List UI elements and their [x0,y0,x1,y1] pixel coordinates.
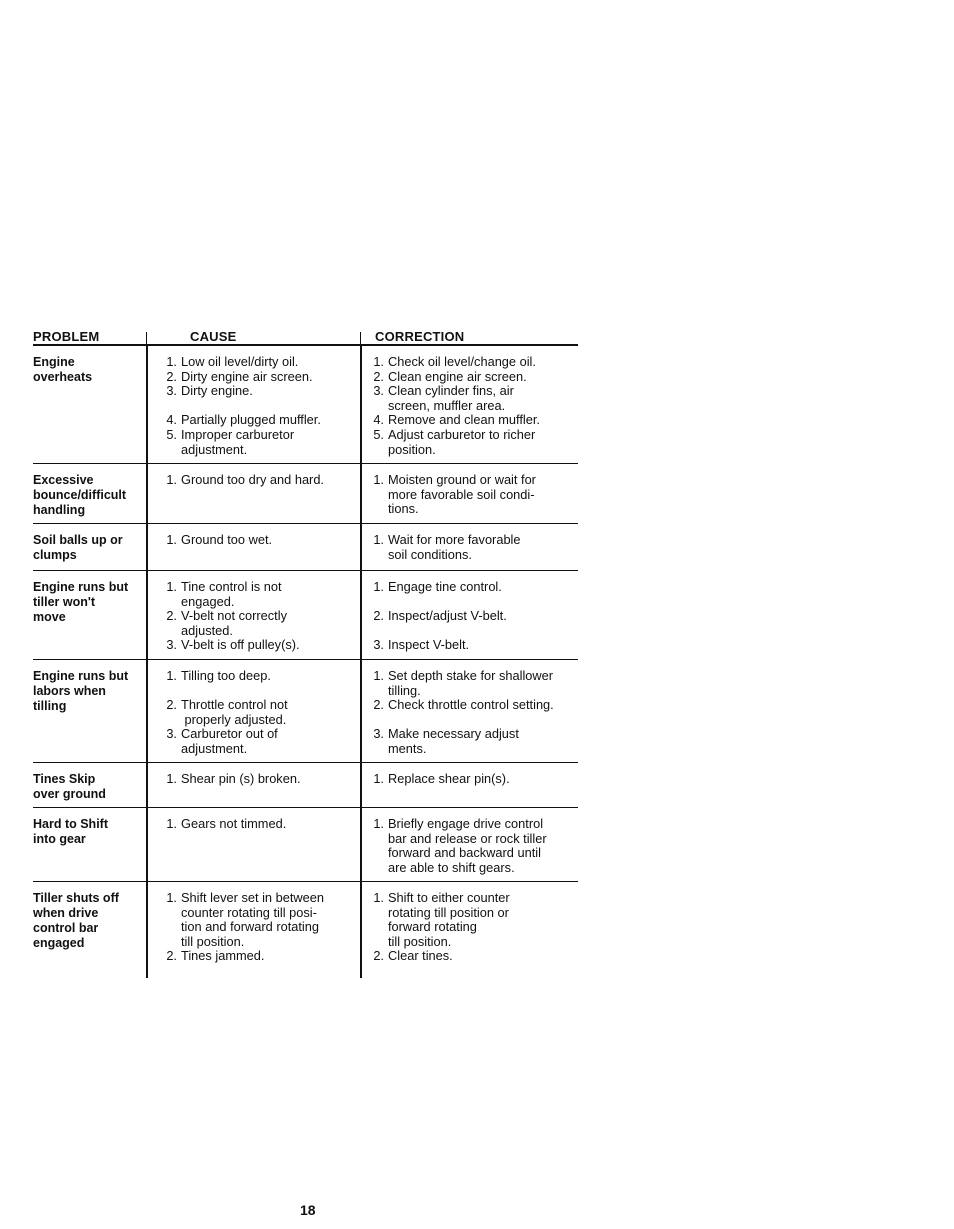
cause-text: Partially plugged muffler. [181,412,321,428]
problem-line: labors when [33,684,106,698]
cause-text: Dirty engine air screen. [181,368,313,384]
correction-text: ments. [388,740,427,756]
column-divider [360,660,362,762]
correction-item [366,428,578,457]
item-number: 2. [166,608,177,624]
correction-item [366,355,578,370]
correction-text: Inspect V-belt. [388,637,470,653]
correction-item [366,949,578,964]
cause-item [159,428,359,457]
problem-line: handling [33,503,86,517]
table-row [33,763,578,808]
cause-cell [159,524,359,548]
cause-cell [159,571,359,653]
item-number: 1. [373,890,384,905]
column-divider [146,464,148,523]
problem-cell [33,808,141,847]
correction-cell [366,882,578,964]
problem-line: Tiller shuts off [33,891,119,905]
item-number: 1. [373,771,384,786]
cause-text: Low oil level/dirty oil. [181,354,299,369]
cause-text: Tines jammed. [181,948,265,964]
correction-text: Clean engine air screen. [388,368,527,384]
cause-item [159,355,359,370]
correction-item [366,698,578,727]
correction-item [366,384,578,413]
item-number: 3. [373,726,384,742]
cause-text: till position. [181,933,245,949]
correction-text: Check throttle control setting. [388,697,554,713]
cause-text: tion and forward rotating [181,919,320,935]
item-number: 2. [373,608,384,624]
correction-cell [366,524,578,562]
correction-item [366,370,578,385]
header-problem: PROBLEM [33,329,100,344]
correction-text: tions. [388,501,419,517]
correction-item [366,817,578,875]
item-number: 1. [373,472,384,487]
problem-line: overheats [33,370,93,384]
problem-cell [33,571,141,625]
item-number: 1. [373,816,384,831]
cause-cell [159,464,359,488]
correction-text: more favorable soil condi- [388,486,535,502]
table-row [33,571,578,660]
correction-item [366,638,578,653]
correction-text: screen, muffler area. [388,397,506,413]
item-number: 2. [373,368,384,384]
item-number: 4. [373,412,384,428]
cause-text: Ground too dry and hard. [181,472,324,487]
problem-cell [33,464,141,518]
item-number: 1. [166,472,177,487]
problem-cell [33,346,141,385]
cause-cell [159,808,359,832]
item-number: 3. [373,637,384,653]
column-divider [360,464,362,523]
correction-item [366,772,578,787]
item-number: 2. [166,948,177,964]
correction-cell [366,763,578,787]
table-row [33,808,578,882]
column-divider [360,524,362,570]
cause-text: counter rotating till posi- [181,904,317,920]
correction-text: forward and backward until [388,845,541,861]
problem-line: Tines Skip [33,772,96,786]
cause-item [159,580,359,609]
correction-cell [366,571,578,653]
column-divider [146,763,148,807]
cause-text: Shear pin (s) broken. [181,771,301,786]
item-number: 1. [166,890,177,905]
correction-item [366,533,578,562]
cause-text: Tine control is not [181,579,282,594]
correction-text: Set depth stake for shallower [388,668,554,683]
problem-line: Excessive [33,473,94,487]
cause-item [159,609,359,638]
correction-text [388,624,578,639]
correction-text [388,595,578,610]
table-row [33,882,578,978]
page-number: 18 [300,1202,316,1218]
column-divider [146,660,148,762]
table-row [33,524,578,571]
cause-text [181,684,359,699]
column-divider [146,571,148,659]
correction-text: Engage tine control. [388,579,502,594]
correction-text: rotating till position or [388,904,509,920]
table-row [33,464,578,524]
problem-cell [33,763,141,802]
cause-text: adjustment. [181,441,248,457]
problem-line: over ground [33,787,106,801]
item-number: 3. [166,383,177,399]
cause-text: Dirty engine. [181,383,253,399]
correction-item [366,727,578,756]
column-divider [146,346,148,463]
problem-line: Engine runs but [33,669,129,683]
correction-text: Briefly engage drive control [388,816,544,831]
item-number: 3. [373,383,384,399]
cause-item [159,698,359,727]
cause-item [159,473,359,488]
cause-item [159,384,359,399]
problem-line: engaged [33,936,85,950]
column-divider [146,524,148,570]
item-number: 1. [166,771,177,786]
problem-line: when drive [33,906,99,920]
item-number: 1. [166,816,177,831]
header-cause: CAUSE [190,329,237,344]
cause-text: adjustment. [181,740,248,756]
correction-text: are able to shift gears. [388,859,515,875]
problem-line: bounce/difficult [33,488,127,502]
cause-item [159,669,359,698]
cause-item [159,727,359,756]
problem-line: into gear [33,832,86,846]
correction-text: Check oil level/change oil. [388,354,536,369]
item-number: 1. [373,668,384,683]
troubleshooting-table [33,329,578,978]
column-divider [360,346,362,463]
column-divider [146,808,148,881]
table-row [33,660,578,763]
correction-item [366,891,578,949]
header-divider [146,332,147,346]
problem-cell [33,660,141,714]
problem-line: tilling [33,699,67,713]
cause-text: V-belt is off pulley(s). [181,637,300,653]
cause-text: engaged. [181,593,235,609]
item-number: 3. [166,637,177,653]
correction-cell [366,660,578,757]
correction-text: Wait for more favorable [388,532,521,547]
header-correction: CORRECTION [375,329,465,344]
item-number: 4. [166,412,177,428]
cause-text: Tilling too deep. [181,668,271,683]
column-divider [146,882,148,978]
cause-item [159,533,359,548]
correction-text: Clear tines. [388,948,453,964]
cause-text: properly adjusted. [181,711,287,727]
problem-line: tiller won't [33,595,95,609]
correction-cell [366,346,578,457]
problem-line: move [33,610,66,624]
problem-cell [33,524,141,563]
correction-text: bar and release or rock tiller [388,830,547,846]
problem-line: clumps [33,548,77,562]
item-number: 1. [166,532,177,547]
problem-line: Hard to Shift [33,817,108,831]
table-header [33,329,578,346]
item-number: 2. [166,697,177,713]
item-number: 5. [373,426,384,442]
cause-cell [159,660,359,757]
table-body [33,346,578,978]
cause-cell [159,763,359,787]
correction-cell [366,464,578,517]
correction-text: Replace shear pin(s). [388,771,510,786]
correction-item [366,609,578,638]
table-row [33,346,578,464]
cause-item [159,817,359,832]
item-number: 1. [373,532,384,547]
cause-text: Ground too wet. [181,532,273,547]
item-number: 1. [166,579,177,594]
cause-text: adjusted. [181,622,233,638]
cause-text: Carburetor out of [181,726,278,742]
correction-text: Make necessary adjust [388,726,519,742]
correction-item [366,580,578,609]
correction-text: Moisten ground or wait for [388,472,536,487]
problem-line: Engine runs but [33,580,129,594]
cause-text: Improper carburetor [181,426,295,442]
correction-text [388,713,578,728]
item-number: 1. [373,354,384,369]
item-number: 5. [166,426,177,442]
problem-line: Soil balls up or [33,533,123,547]
cause-item [159,399,359,414]
correction-text: soil conditions. [388,546,472,562]
cause-item [159,370,359,385]
cause-text: Gears not timmed. [181,816,287,831]
cause-cell [159,346,359,457]
cause-item [159,949,359,964]
column-divider [360,882,362,978]
item-number: 1. [373,579,384,594]
item-number: 2. [373,697,384,713]
cause-item [159,772,359,787]
cause-text: Throttle control not [181,697,288,713]
correction-text: position. [388,441,436,457]
problem-line: Engine [33,355,75,369]
correction-text: Inspect/adjust V-belt. [388,608,507,624]
correction-item [366,669,578,698]
correction-text: Clean cylinder fins, air [388,383,514,399]
correction-text: tilling. [388,682,421,698]
cause-text [181,399,359,414]
cause-item [159,413,359,428]
correction-cell [366,808,578,875]
correction-text: Remove and clean muffler. [388,412,540,428]
cause-text: V-belt not correctly [181,608,287,624]
correction-text: forward rotating [388,919,477,935]
correction-text: Adjust carburetor to richer [388,426,536,442]
item-number: 2. [166,368,177,384]
correction-item [366,413,578,428]
problem-cell [33,882,141,951]
column-divider [360,571,362,659]
cause-cell [159,882,359,964]
cause-item [159,891,359,949]
correction-item [366,473,578,517]
item-number: 1. [166,668,177,683]
column-divider [360,763,362,807]
problem-line: control bar [33,921,99,935]
correction-text: Shift to either counter [388,890,510,905]
header-divider [360,332,361,346]
item-number: 2. [373,948,384,964]
item-number: 3. [166,726,177,742]
column-divider [360,808,362,881]
cause-item [159,638,359,653]
item-number: 1. [166,354,177,369]
correction-text: till position. [388,933,452,949]
cause-text: Shift lever set in between [181,890,324,905]
